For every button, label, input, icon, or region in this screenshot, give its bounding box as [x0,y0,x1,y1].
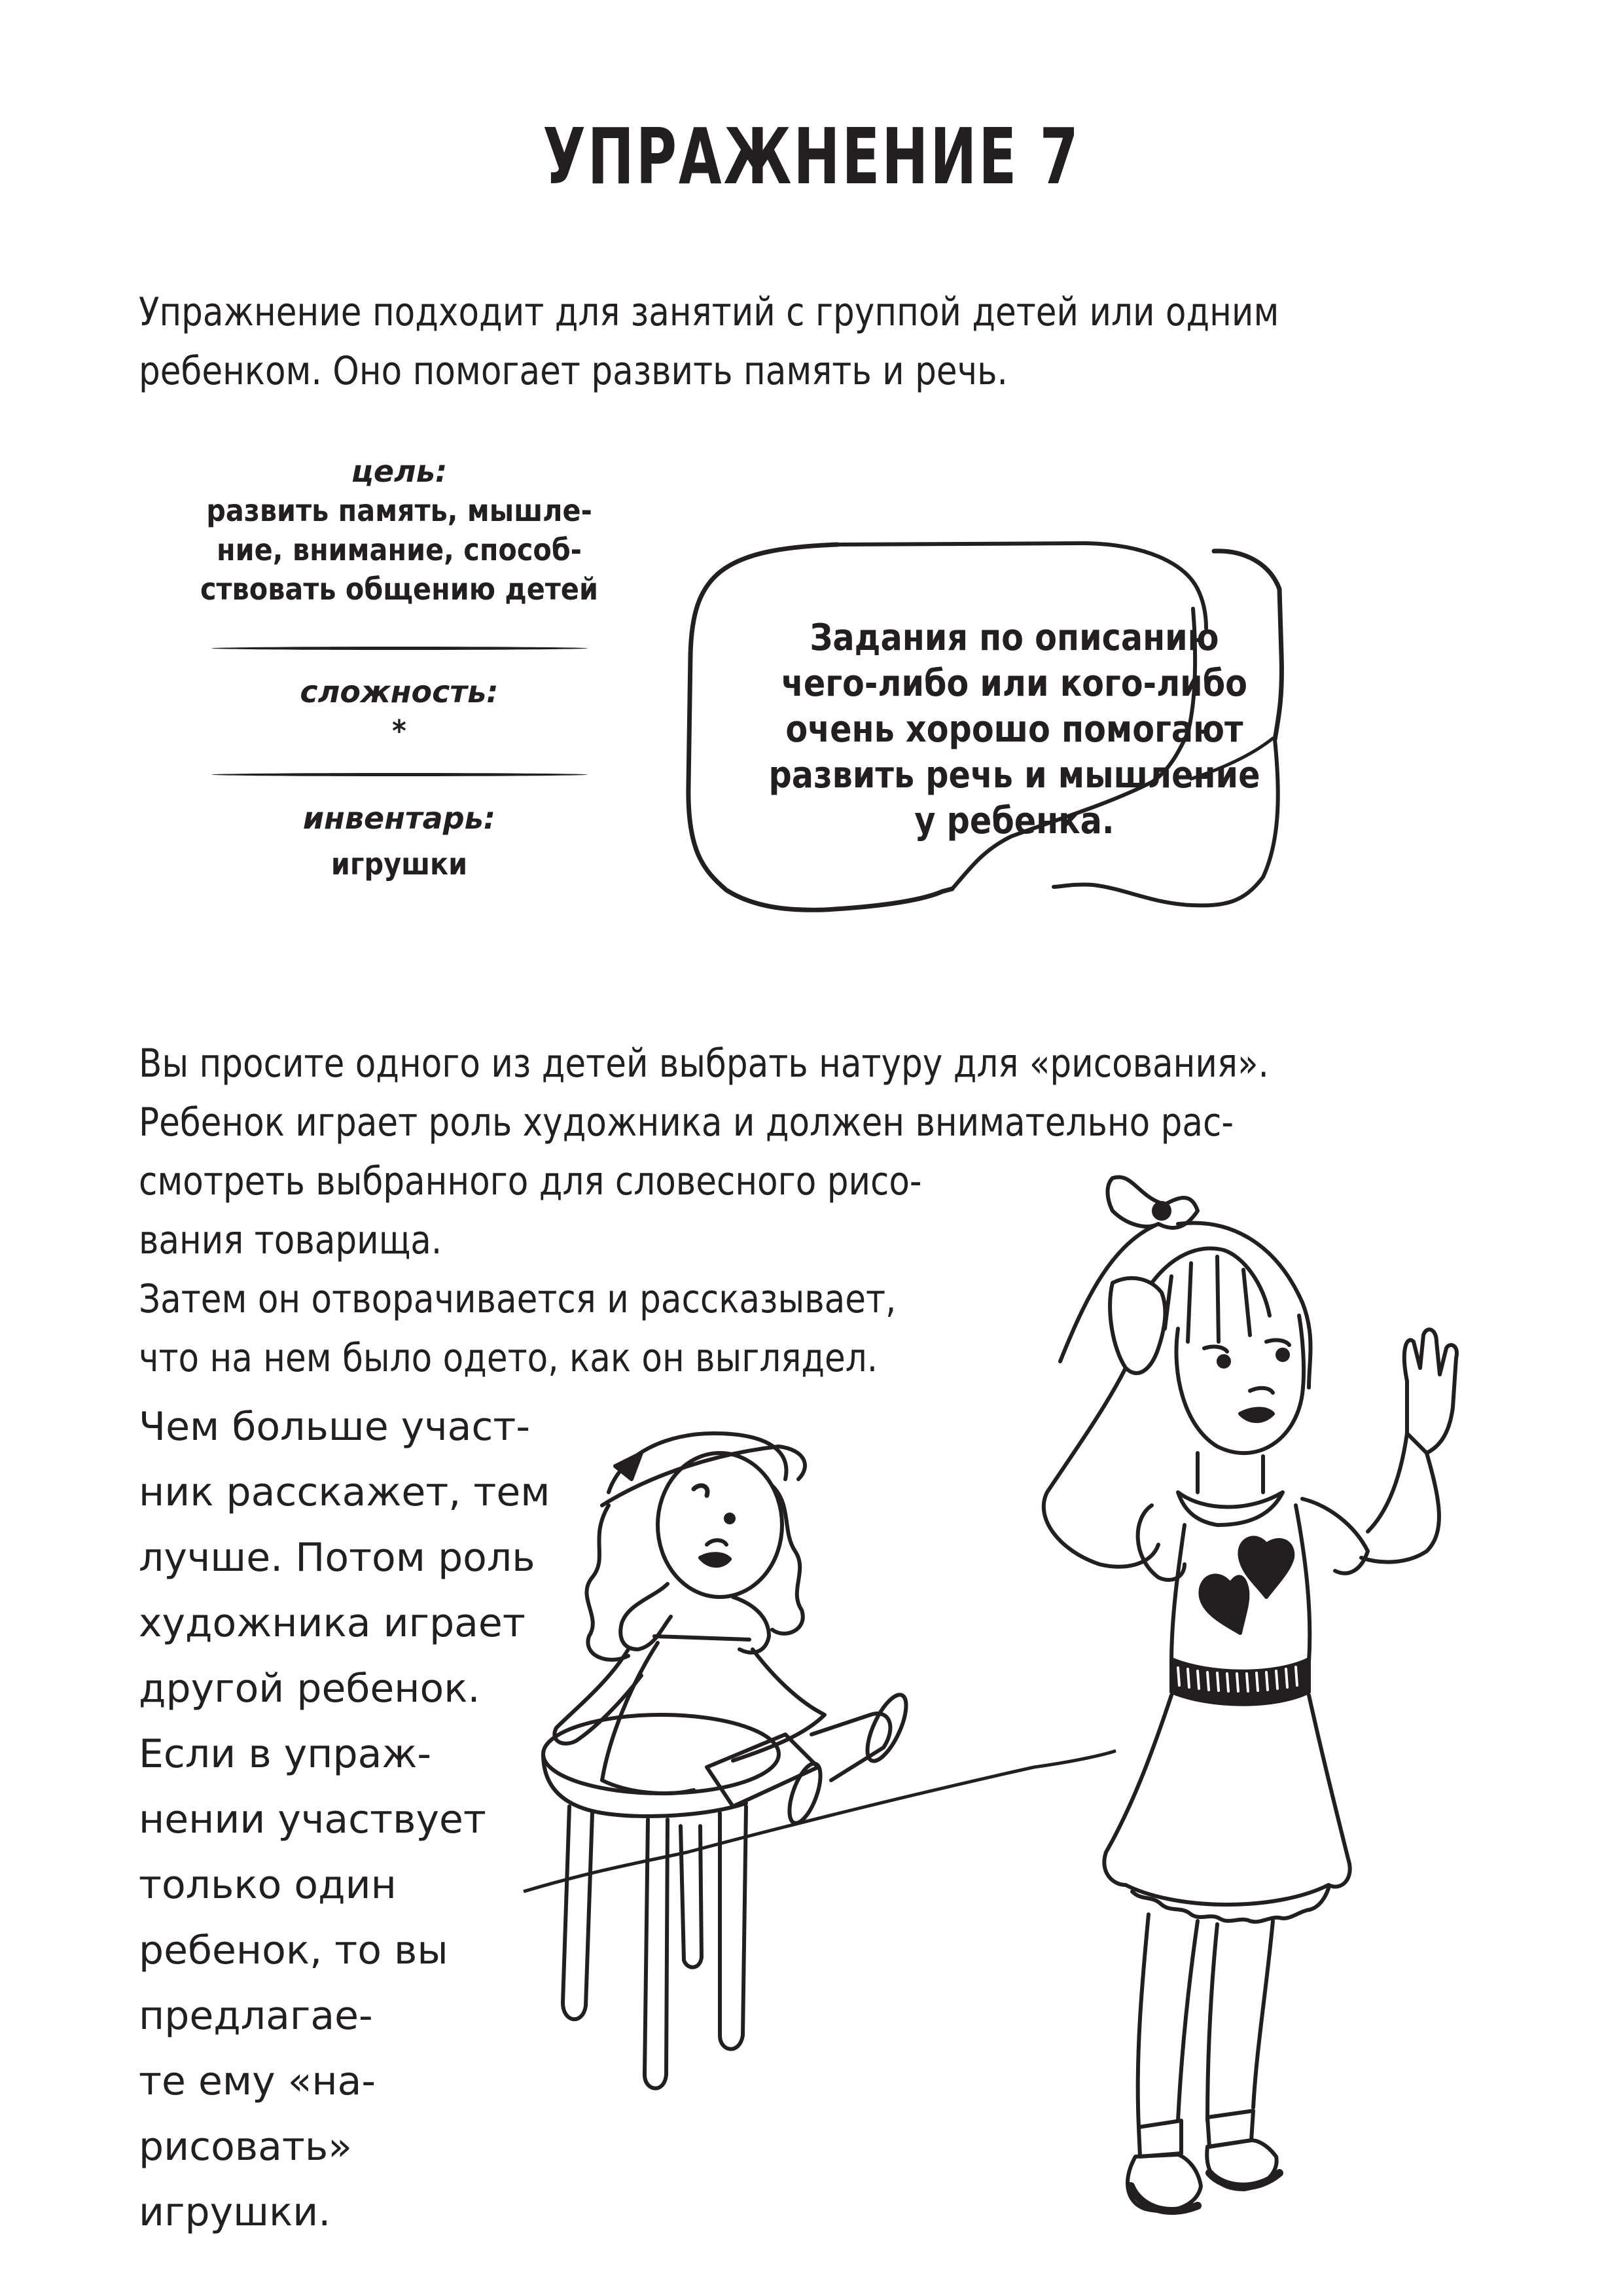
doll-on-stool-icon [543,1433,914,2089]
main-paragraph-narrow [139,1394,550,2245]
equipment-label: инвентарь: [302,800,496,836]
page-title: УПРАЖНЕНИЕ 7 [543,111,1080,202]
paragraph-line: другой ребенок. [139,1666,480,1712]
main-paragraph [139,1034,1269,1388]
paragraph-line: вания товарища. [139,1217,442,1263]
goal-line: развить память, мышле- [206,493,592,528]
paragraph-line: ник расскажет, тем [139,1469,550,1515]
intro-line: Упражнение подходит для занятий с группой детей или одним [139,289,1279,335]
bubble-line: очень хорошо помогают [785,708,1243,751]
paragraph-line: художника играет [139,1600,526,1646]
goal-line: ствовать общению детей [200,571,598,607]
paragraph-line: Чем больше участ- [139,1404,531,1450]
paragraph-line: нении участвует [139,1797,486,1842]
difficulty-label: сложность: [300,674,499,709]
equipment-value: игрушки [330,846,468,882]
paragraph-line: только один [139,1862,397,1908]
difficulty-value: * [392,713,406,749]
bubble-line: у ребенка. [914,800,1115,842]
paragraph-line: лучше. Потом роль [139,1535,535,1581]
paragraph-line: Если в упраж- [139,1731,432,1777]
bubble-line: Задания по описанию [810,617,1219,659]
paragraph-line: что на нем было одето, как он выглядел. [139,1335,878,1381]
paragraph-line: те ему «на- [139,2058,376,2104]
bubble-line: чего-либо или кого-либо [781,662,1247,705]
paragraph-line: предлагае- [139,1993,373,2039]
paragraph-line: ребенок, то вы [139,1928,448,1973]
paragraph-line: Затем он отворачивается и рассказывает, [139,1276,897,1322]
speech-bubble-text [726,615,1302,844]
paragraph-line: Вы просите одного из детей выбрать натуру для «рисования». [139,1041,1269,1086]
paragraph-line: Ребенок играет роль художника и должен внимательно рас- [139,1100,1234,1145]
paragraph-line: рисовать» [139,2124,352,2170]
goal-line: ние, внимание, способ- [217,532,582,567]
paragraph-line: смотреть выбранного для словесного рисо- [139,1158,922,1204]
paragraph-line: игрушки. [139,2189,331,2235]
goal-label: цель: [351,454,448,489]
bubble-line: развить речь и мышление [768,754,1260,797]
intro-line: ребенком. Оно помогает развить память и речь. [139,348,1008,394]
